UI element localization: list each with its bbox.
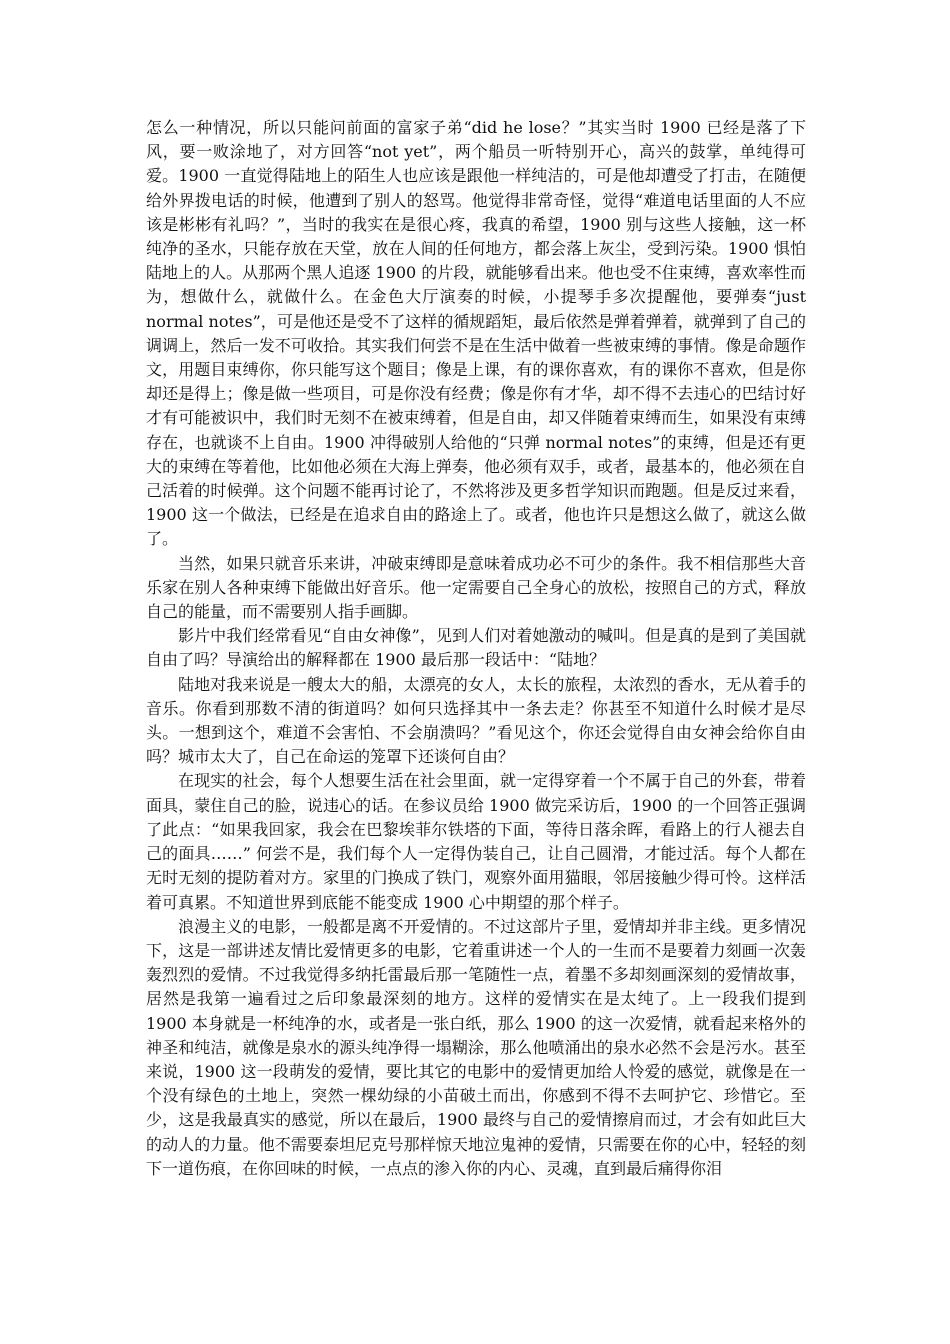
article-body: [146, 116, 806, 1181]
paragraph-2: 当然，如果只就音乐来讲，冲破束缚即是意味着成功必不可少的条件。我不相信那些大音乐家在别人各种束缚下能做出好音乐。他一定需要自己全身心的放松，按照自己的方式，释放自己的能量，而不需要别人指手画脚。: [146, 553, 806, 622]
paragraph-1: 怎么一种情况，所以只能问前面的富家子弟“did he lose？”其实当时 1900 已经是落了下风，要一败涂地了，对方回答“not yet”，两个船员一听特别开心，高兴的鼓掌，单纯得可爱。1900 一直觉得陆地上的陌生人也应该是跟他一样纯洁的，可是他却遭受了打击，在随便给外界拨电话的时候，他遭到了别人的怒骂。他觉得非常奇怪，觉得“难道电话里面的人不应该是彬彬有礼吗？”，当时的我实在是很心疼，我真的希望，1900 别与这些人接触，这一杯纯净的圣水，只能存放在天堂，放在人间的任何地方，都会落上灰尘，受到污染。1900 惧怕陆地上的人。从那两个黑人追逐 1900 的片段，就能够看出来。他也受不住束缚，喜欢率性而为，想做什么，就做什么。在金色大厅演奏的时候，小提琴手多次提醒他，要弹奏“just normal notes”，可是他还是受不了这样的循规蹈矩，最后依然是弹着弹着，就弹到了自己的调调上，然后一发不可收拾。其实我们何尝不是在生活中做着一些被束缚的事情。像是命题作文，用题目束缚你，你只能写这个题目；像是上课，有的课你喜欢，有的课你不喜欢，但是你却还是得上；像是做一些项目，可是你没有经费；像是你有才华，却不得不去违心的巴结讨好才有可能被识中，我们时无刻不在被束缚着，但是自由，却又伴随着束缚而生，如果没有束缚存在，也就谈不上自由。1900 冲得破别人给他的“只弹 normal notes”的束缚，但是还有更大的束缚在等着他，比如他必须在大海上弹奏，他必须有双手，或者，最基本的，他必须在自己活着的时候弹。这个问题不能再讨论了，不然将涉及更多哲学知识而跑题。但是反过来看，1900 这一个做法，已经是在追求自由的路途上了。或者，他也许只是想这么做了，就这么做了。: [146, 118, 806, 549]
paragraph-5: 在现实的社会，每个人想要生活在社会里面，就一定得穿着一个不属于自己的外套，带着面具，蒙住自己的脸，说违心的话。在参议员给 1900 做完采访后，1900 的一个回答正强调了此点：“如果我回家，我会在巴黎埃菲尔铁塔的下面，等待日落余晖，看路上的行人褪去自己的面具……” 何尝不是，我们每个人一定得伪装自己，让自己圆滑，才能过活。每个人都在无时无刻的提防着对方。家里的门换成了铁门，观察外面用猫眼，邻居接触少得可怜。这样活着可真累。不知道世界到底能不能变成 1900 心中期望的那个样子。: [146, 771, 806, 912]
paragraph-4: 陆地对我来说是一艘太大的船，太漂亮的女人，太长的旅程，太浓烈的香水，无从着手的音乐。你看到那数不清的街道吗？如何只选择其中一条去走？你甚至不知道什么时候才是尽头。一想到这个，难道不会害怕、不会崩溃吗？”看见这个，你还会觉得自由女神会给你自由吗？城市太大了，自己在命运的笼罩下还谈何自由？: [146, 674, 806, 767]
paragraph-3: 影片中我们经常看见“自由女神像”，见到人们对着她激动的喊叫。但是真的是到了美国就自由了吗？导演给出的解释都在 1900 最后那一段话中：“陆地？: [146, 626, 806, 670]
paragraph-6: 浪漫主义的电影，一般都是离不开爱情的。不过这部片子里，爱情却并非主线。更多情况下，这是一部讲述友情比爱情更多的电影，它着重讲述一个人的一生而不是要着力刻画一次轰轰烈烈的爱情。不过我觉得多纳托雷最后那一笔随性一点，着墨不多却刻画深刻的爱情故事，居然是我第一遍看过之后印象最深刻的地方。这样的爱情实在是太纯了。上一段我们提到 1900 本身就是一杯纯净的水，或者是一张白纸，那么 1900 的这一次爱情，就看起来格外的神圣和纯洁，就像是泉水的源头纯净得一塌糊涂，那么他喷涌出的泉水必然不会是污水。甚至来说，1900 这一段萌发的爱情，要比其它的电影中的爱情更加给人怜爱的感觉，就像是在一个没有绿色的土地上，突然一棵幼绿的小苗破土而出，你感到不得不去呵护它、珍惜它。至少，这是我最真实的感觉，所以在最后，1900 最终与自己的爱情擦肩而过，才会有如此巨大的动人的力量。他不需要泰坦尼克号那样惊天地泣鬼神的爱情，只需要在你的心中，轻轻的刻下一道伤痕，在你回味的时候，一点点的渗入你的内心、灵魂，直到最后痛得你泪: [146, 916, 806, 1178]
